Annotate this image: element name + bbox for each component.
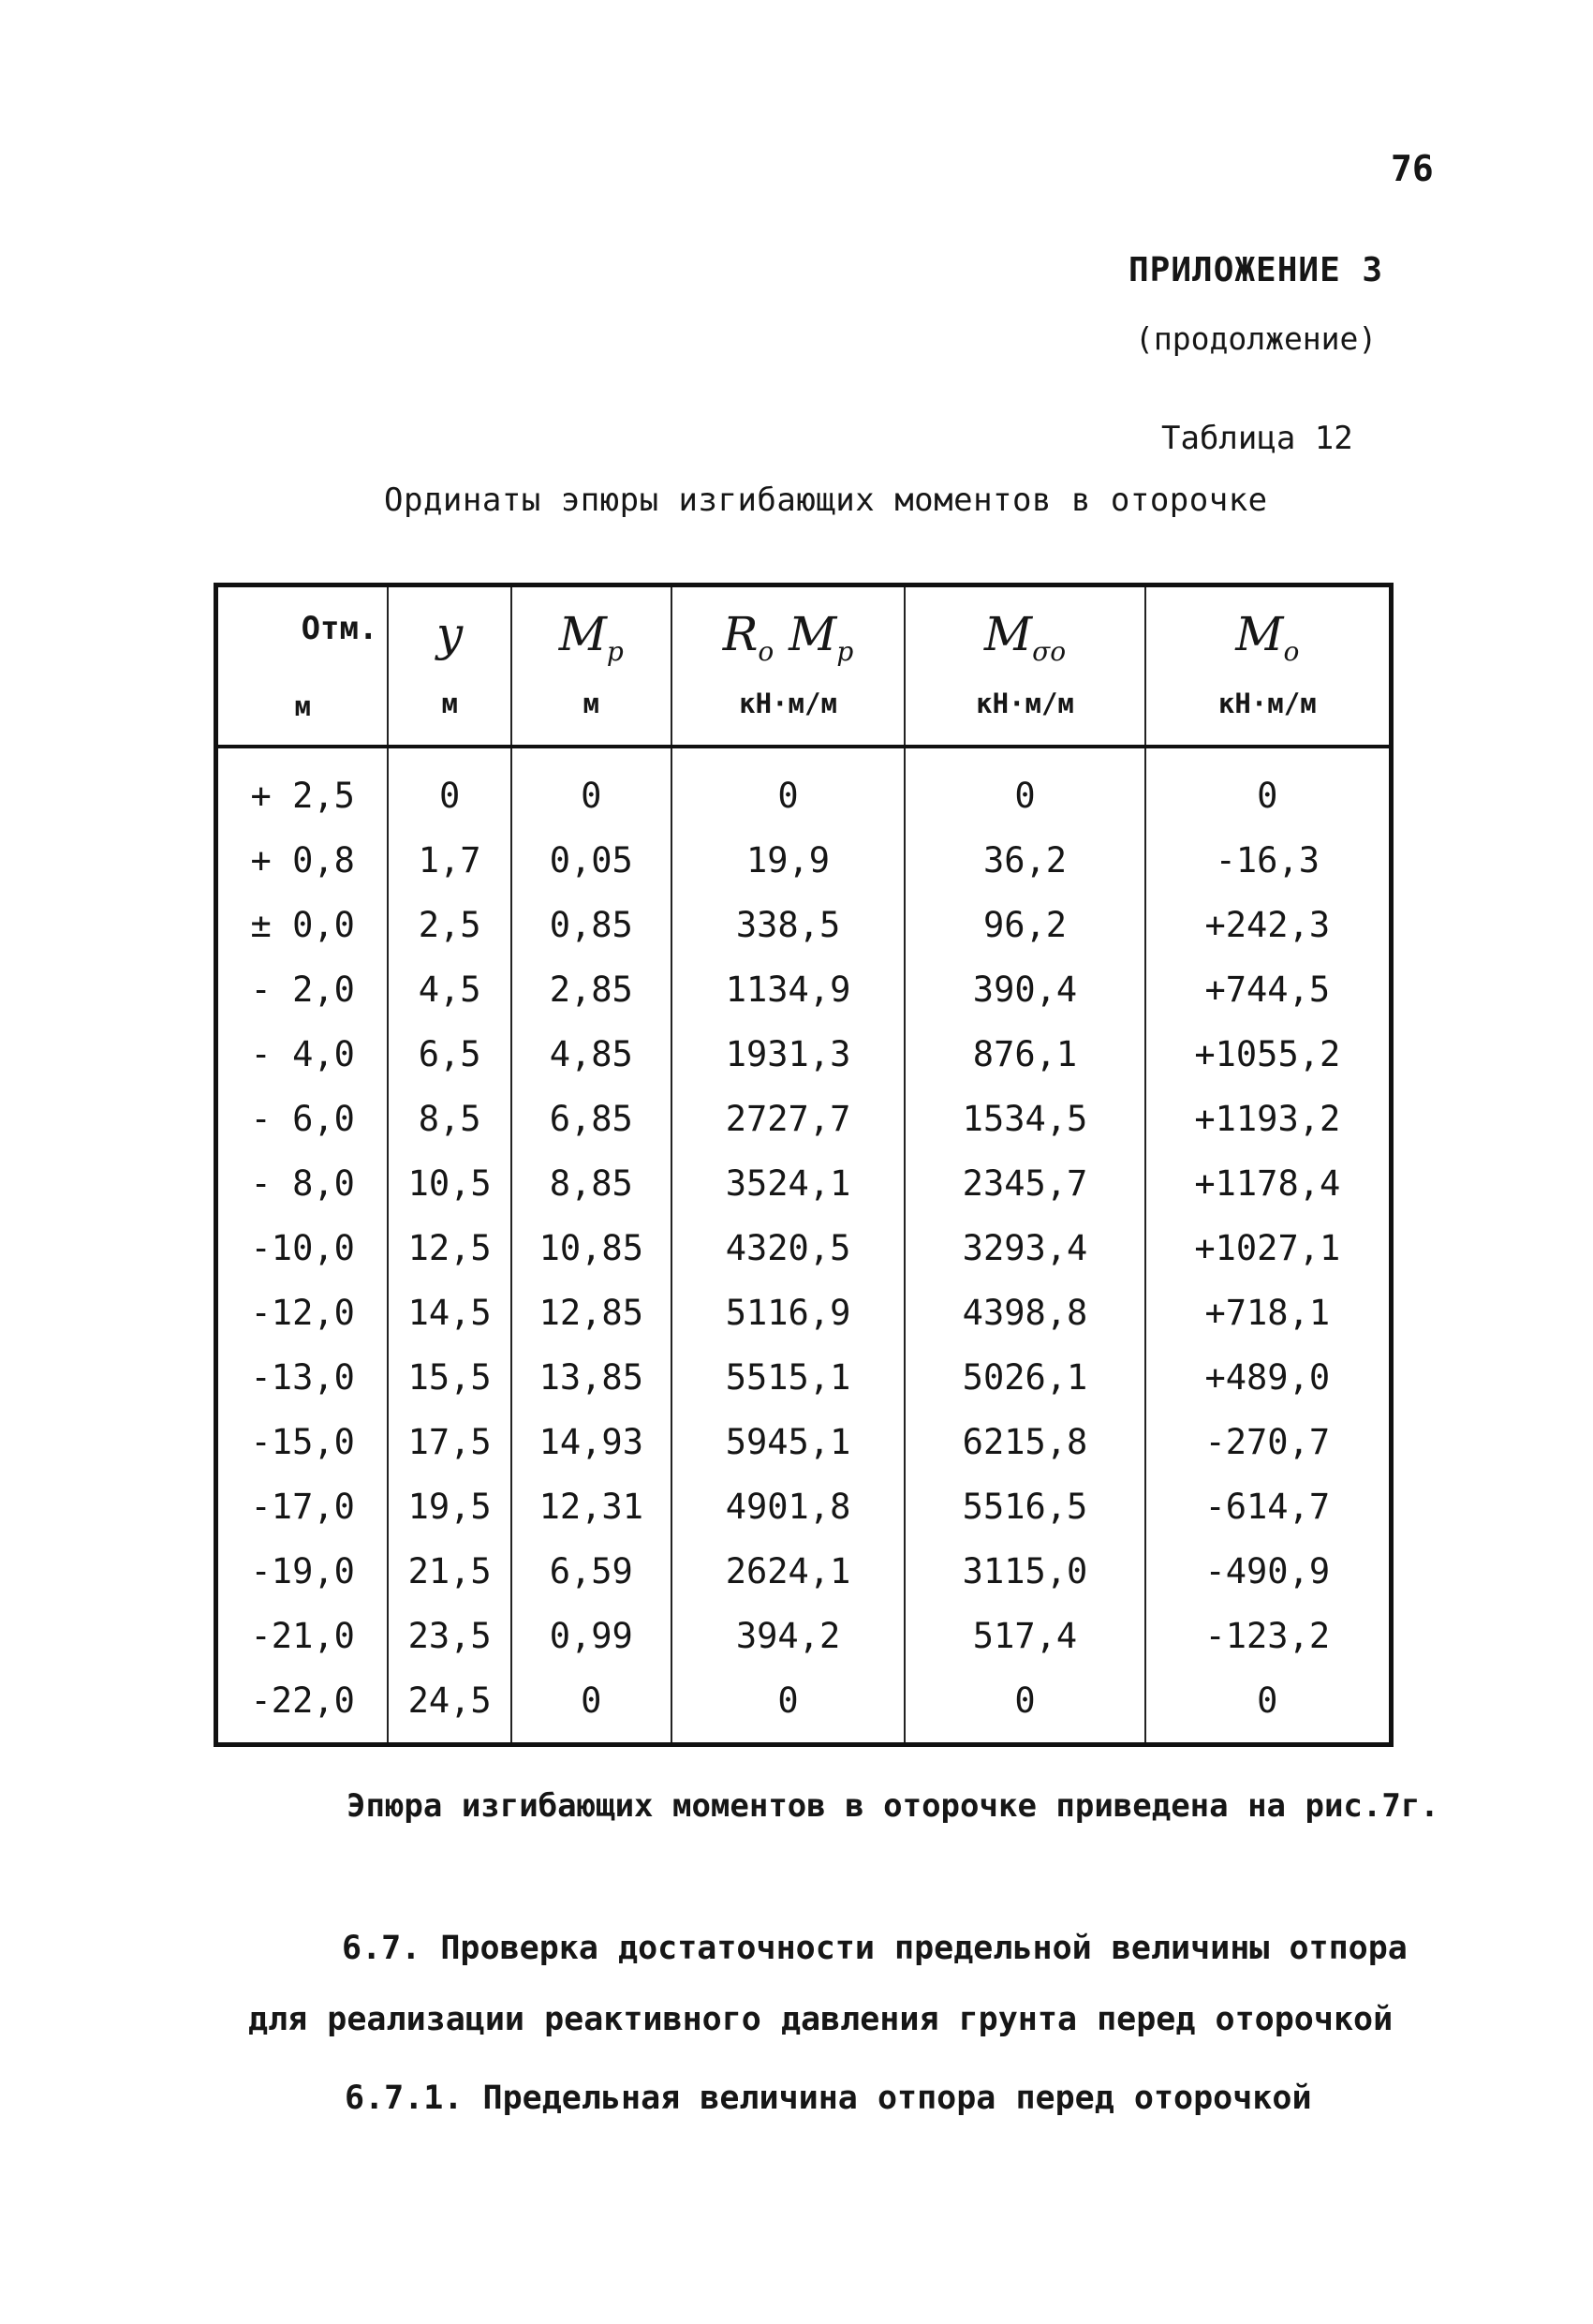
table-cell: 12,5 <box>388 1216 510 1280</box>
table-cell: 19,9 <box>671 828 906 893</box>
table-cell: 0 <box>905 1668 1144 1745</box>
table-row <box>216 1410 1392 1474</box>
table-row <box>216 1022 1392 1087</box>
table-row <box>216 1474 1392 1539</box>
header-mp <box>511 585 671 748</box>
table-cell: 2345,7 <box>905 1151 1144 1216</box>
table-cell: 14,5 <box>388 1280 510 1345</box>
table-cell: 2,5 <box>388 893 510 957</box>
table-cell: 23,5 <box>388 1604 510 1668</box>
table-cell: 5515,1 <box>671 1345 906 1410</box>
table-cell: 36,2 <box>905 828 1144 893</box>
table-cell: 96,2 <box>905 893 1144 957</box>
appendix-subtitle: (продолжение) <box>1135 320 1378 357</box>
table-cell: 4,85 <box>511 1022 671 1087</box>
table-cell: 1931,3 <box>671 1022 906 1087</box>
table-cell: +1193,2 <box>1145 1087 1392 1151</box>
table-row <box>216 1668 1392 1745</box>
table-cell: 8,85 <box>511 1151 671 1216</box>
table-cell: 13,85 <box>511 1345 671 1410</box>
table-cell: ± 0,0 <box>216 893 389 957</box>
table-cell: 0,05 <box>511 828 671 893</box>
table-row <box>216 828 1392 893</box>
table-cell: 876,1 <box>905 1022 1144 1087</box>
table-cell: 6,85 <box>511 1087 671 1151</box>
table-cell: -16,3 <box>1145 828 1392 893</box>
table-row <box>216 893 1392 957</box>
table-cell: 0 <box>1145 1668 1392 1745</box>
table-cell: 0,99 <box>511 1604 671 1668</box>
table-cell: -17,0 <box>216 1474 389 1539</box>
table-cell: 3293,4 <box>905 1216 1144 1280</box>
table-cell: 4901,8 <box>671 1474 906 1539</box>
table-row <box>216 1604 1392 1668</box>
table-label: Таблица 12 <box>1161 420 1353 457</box>
table-cell: 5945,1 <box>671 1410 906 1474</box>
table-cell: 6,5 <box>388 1022 510 1087</box>
table-cell: 0 <box>388 747 510 828</box>
header-mo-symbol: $M_o$ <box>1235 607 1300 667</box>
table-cell: +242,3 <box>1145 893 1392 957</box>
table-body <box>216 747 1392 1745</box>
page-number: 76 <box>1391 148 1434 189</box>
table-cell: +1178,4 <box>1145 1151 1392 1216</box>
table-cell: 1134,9 <box>671 957 906 1022</box>
figure-reference-note: Эпюра изгибающих моментов в оторочке приведена на рис.7г. <box>347 1787 1439 1825</box>
subsection-heading: 6.7.1. Предельная величина отпора перед оторочкой <box>345 2080 1312 2117</box>
table-cell: - 4,0 <box>216 1022 389 1087</box>
table-cell: +1055,2 <box>1145 1022 1392 1087</box>
table-cell: 3524,1 <box>671 1151 906 1216</box>
table-cell: -270,7 <box>1145 1410 1392 1474</box>
header-mp-symbol: $M_p$ <box>558 607 624 667</box>
table-cell: + 0,8 <box>216 828 389 893</box>
header-elevation <box>216 585 389 748</box>
table-row <box>216 1345 1392 1410</box>
table-row <box>216 1087 1392 1151</box>
header-mo <box>1145 585 1392 748</box>
table-cell: 8,5 <box>388 1087 510 1151</box>
table-cell: 15,5 <box>388 1345 510 1410</box>
table-cell: 2,85 <box>511 957 671 1022</box>
table-cell: 2624,1 <box>671 1539 906 1604</box>
table-cell: 5026,1 <box>905 1345 1144 1410</box>
table-cell: 3115,0 <box>905 1539 1144 1604</box>
header-y-unit: м <box>441 688 458 719</box>
table-cell: 1534,5 <box>905 1087 1144 1151</box>
table-cell: 4320,5 <box>671 1216 906 1280</box>
table-cell: 0 <box>1145 747 1392 828</box>
table-cell: +744,5 <box>1145 957 1392 1022</box>
table-cell: - 8,0 <box>216 1151 389 1216</box>
table-cell: 394,2 <box>671 1604 906 1668</box>
header-mp-unit: м <box>583 688 600 719</box>
table-cell: -10,0 <box>216 1216 389 1280</box>
table-cell: 390,4 <box>905 957 1144 1022</box>
table-cell: 5516,5 <box>905 1474 1144 1539</box>
table-cell: 19,5 <box>388 1474 510 1539</box>
header-m-sigma-unit: кН·м/м <box>976 688 1074 719</box>
moments-table <box>214 583 1394 1747</box>
section-heading <box>248 1913 1438 2055</box>
table-cell: 517,4 <box>905 1604 1144 1668</box>
header-ro-mp-symbol: $R_o$ $M_p$ <box>722 607 854 667</box>
table-cell: 12,85 <box>511 1280 671 1345</box>
table-cell: 17,5 <box>388 1410 510 1474</box>
header-elevation-label: Отм. <box>301 610 378 647</box>
table-row <box>216 1151 1392 1216</box>
table-cell: 12,31 <box>511 1474 671 1539</box>
table-cell: -15,0 <box>216 1410 389 1474</box>
table-row <box>216 1216 1392 1280</box>
table-cell: - 2,0 <box>216 957 389 1022</box>
table-row <box>216 1280 1392 1345</box>
header-mo-unit: кН·м/м <box>1217 688 1317 719</box>
table-cell: 5116,9 <box>671 1280 906 1345</box>
table-cell: 6,59 <box>511 1539 671 1604</box>
table-cell: 1,7 <box>388 828 510 893</box>
table-cell: 0 <box>905 747 1144 828</box>
header-ro-mp-unit: кН·м/м <box>739 688 837 719</box>
table-cell: 0 <box>671 1668 906 1745</box>
table-cell: 6215,8 <box>905 1410 1144 1474</box>
table-cell: -614,7 <box>1145 1474 1392 1539</box>
table-cell: 10,5 <box>388 1151 510 1216</box>
appendix-title: ПРИЛОЖЕНИЕ 3 <box>1128 251 1384 289</box>
table-cell: + 2,5 <box>216 747 389 828</box>
table-cell: 0 <box>511 1668 671 1745</box>
table-cell: 14,93 <box>511 1410 671 1474</box>
table-cell: -123,2 <box>1145 1604 1392 1668</box>
table-row <box>216 1539 1392 1604</box>
table-title: Ординаты эпюры изгибающих моментов в оторочке <box>384 481 1268 519</box>
table-cell: -19,0 <box>216 1539 389 1604</box>
table-header-row <box>216 585 1392 748</box>
section-heading-line-2: для реализации реактивного давления грунта перед оторочкой <box>248 2001 1394 2038</box>
table-cell: 0 <box>511 747 671 828</box>
header-m-sigma-symbol: $M_{\sigma o}$ <box>983 607 1067 667</box>
table-cell: 10,85 <box>511 1216 671 1280</box>
table-cell: -490,9 <box>1145 1539 1392 1604</box>
table-cell: -13,0 <box>216 1345 389 1410</box>
table-cell: -12,0 <box>216 1280 389 1345</box>
table-cell: +1027,1 <box>1145 1216 1392 1280</box>
table-cell: 338,5 <box>671 893 906 957</box>
table-cell: 21,5 <box>388 1539 510 1604</box>
table-cell: 24,5 <box>388 1668 510 1745</box>
table-cell: -22,0 <box>216 1668 389 1745</box>
table-row <box>216 747 1392 828</box>
header-ro-mp <box>671 585 906 748</box>
table-row <box>216 957 1392 1022</box>
header-m-sigma <box>905 585 1144 748</box>
table-cell: -21,0 <box>216 1604 389 1668</box>
table-cell: 4,5 <box>388 957 510 1022</box>
header-y <box>388 585 510 748</box>
table-cell: - 6,0 <box>216 1087 389 1151</box>
header-elevation-unit: м <box>294 690 311 722</box>
table-cell: 0 <box>671 747 906 828</box>
table-cell: 2727,7 <box>671 1087 906 1151</box>
table-cell: +718,1 <box>1145 1280 1392 1345</box>
section-heading-line-1: 6.7. Проверка достаточности предельной величины отпора <box>342 1930 1408 1967</box>
table-cell: 0,85 <box>511 893 671 957</box>
table-cell: +489,0 <box>1145 1345 1392 1410</box>
header-y-symbol: y <box>436 607 464 661</box>
table-cell: 4398,8 <box>905 1280 1144 1345</box>
